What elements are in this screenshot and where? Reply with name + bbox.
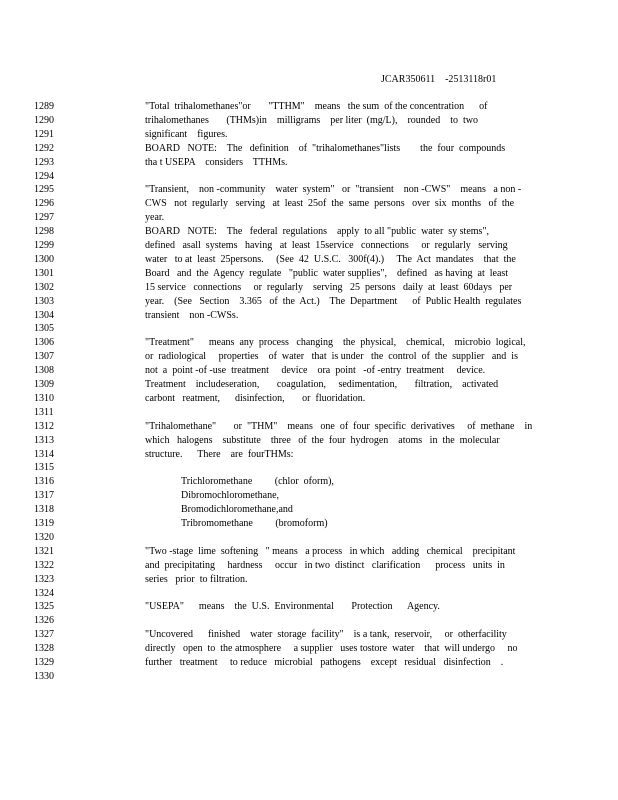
text-line	[0, 434, 618, 448]
text-line	[0, 378, 618, 392]
line-number: 1320	[34, 531, 54, 543]
line-text: "Uncovered finished water storage facility" is a tank, reservoir, or otherfacility	[145, 629, 507, 641]
text-line	[0, 170, 618, 184]
line-text: carbont reatment, disinfection, or fluoridation.	[145, 392, 366, 404]
text-line	[0, 295, 618, 309]
line-number: 1312	[34, 420, 54, 432]
line-number: 1330	[34, 670, 54, 682]
line-text: further treatment to reduce microbial pathogens except residual disinfection .	[145, 657, 504, 668]
line-number: 1310	[34, 392, 54, 404]
text-line	[0, 642, 618, 656]
line-number: 1329	[34, 657, 54, 668]
text-line	[0, 253, 618, 267]
text-line	[0, 406, 618, 420]
line-text: directly open to the atmosphere a supplier uses tostore water that will undergo no	[145, 643, 518, 655]
line-number: 1324	[34, 587, 54, 599]
line-number: 1321	[34, 545, 54, 557]
text-line	[0, 183, 618, 197]
line-number: 1306	[34, 337, 54, 349]
line-text: Board and the Agency regulate "public water supplies", defined as having at least	[145, 267, 509, 279]
line-number: 1318	[34, 504, 54, 516]
line-number: 1328	[34, 643, 54, 655]
line-text: water to at least 25persons. (See 42 U.S.C. 300f(4).) The Act mandates that the	[145, 253, 516, 265]
line-number: 1313	[34, 434, 54, 446]
text-line	[0, 128, 618, 142]
line-number: 1291	[34, 128, 54, 140]
line-text: "Treatment" means any process changing the physical, chemical, microbio logical,	[145, 337, 526, 349]
text-line	[0, 448, 618, 462]
line-number: 1289	[34, 101, 54, 112]
line-number: 1301	[34, 267, 54, 279]
line-text: series prior to filtration.	[145, 573, 248, 585]
text-line	[0, 211, 618, 225]
text-line	[0, 587, 618, 601]
line-text: "Total trihalomethanes"or "TTHM" means the sum of the concentration of	[145, 101, 488, 112]
line-text: BOARD NOTE: The definition of "trihalomethanes"lists the four compounds	[145, 142, 506, 154]
text-line	[0, 475, 618, 489]
text-line	[0, 489, 618, 503]
line-number: 1309	[34, 379, 54, 390]
text-line	[0, 322, 618, 336]
line-text: Dibromochloromethane,	[181, 490, 280, 502]
text-line	[0, 420, 618, 434]
text-line	[0, 656, 618, 670]
text-line	[0, 614, 618, 628]
line-number: 1305	[34, 323, 54, 335]
text-line	[0, 100, 618, 114]
line-number: 1319	[34, 518, 54, 529]
line-number: 1308	[34, 365, 54, 377]
line-text: significant figures.	[145, 128, 228, 140]
line-text: Tribromomethane (bromoform)	[181, 518, 328, 529]
line-number: 1325	[34, 601, 54, 613]
line-number: 1317	[34, 490, 54, 502]
text-line	[0, 670, 618, 684]
line-number: 1304	[34, 309, 54, 321]
line-number: 1299	[34, 240, 54, 251]
document-id-header: JCAR350611 -2513118r01	[381, 74, 497, 85]
text-line	[0, 545, 618, 559]
line-number: 1303	[34, 295, 54, 307]
text-line	[0, 392, 618, 406]
line-text: tha t USEPA considers TTHMs.	[145, 156, 288, 168]
text-line	[0, 559, 618, 573]
line-number: 1311	[34, 406, 54, 418]
line-number: 1327	[34, 629, 54, 641]
line-number: 1294	[34, 170, 54, 182]
text-line	[0, 239, 618, 253]
text-line	[0, 517, 618, 531]
text-line	[0, 531, 618, 545]
line-text: transient non -CWSs.	[145, 309, 239, 321]
text-line	[0, 600, 618, 614]
line-number: 1296	[34, 198, 54, 210]
line-text: Trichloromethane (chlor oform),	[181, 476, 334, 488]
line-number: 1298	[34, 226, 54, 238]
text-line	[0, 364, 618, 378]
text-line	[0, 281, 618, 295]
text-line	[0, 336, 618, 350]
line-number: 1292	[34, 142, 54, 154]
line-text: year.	[145, 212, 165, 224]
line-text: Bromodichloromethane,and	[181, 504, 293, 516]
text-line	[0, 114, 618, 128]
line-text: BOARD NOTE: The federal regulations apply to all "public water sy stems",	[145, 226, 490, 238]
line-number: 1322	[34, 559, 54, 571]
text-line	[0, 267, 618, 281]
line-text: "USEPA" means the U.S. Environmental Protection Agency.	[145, 601, 440, 613]
line-text: year. (See Section 3.365 of the Act.) The Department of Public Health regulates	[145, 295, 522, 307]
text-line	[0, 503, 618, 517]
text-line	[0, 628, 618, 642]
text-line	[0, 573, 618, 587]
line-number: 1297	[34, 212, 54, 224]
line-text: or radiological properties of water that is under the control of the supplier and is	[145, 351, 518, 363]
text-line	[0, 142, 618, 156]
line-number: 1293	[34, 156, 54, 168]
text-line	[0, 461, 618, 475]
line-text: "Two -stage lime softening " means a process in which adding chemical precipitant	[145, 545, 516, 557]
line-number: 1290	[34, 114, 54, 126]
line-text: Treatment includeseration, coagulation, sedimentation, filtration, activated	[145, 379, 499, 390]
line-text: CWS not regularly serving at least 25of the same persons over six months of the	[145, 198, 515, 210]
line-text: which halogens substitute three of the four hydrogen atoms in the molecular	[145, 434, 500, 446]
line-text: structure. There are fourTHMs:	[145, 448, 294, 460]
line-text: and precipitating hardness occur in two distinct clarification process units in	[145, 559, 505, 571]
text-line	[0, 309, 618, 323]
line-text: defined asall systems having at least 15service connections or regularly serving	[145, 240, 508, 251]
line-number: 1316	[34, 476, 54, 488]
line-number: 1323	[34, 573, 54, 585]
line-text: not a point -of -use treatment device ora point -of -entry treatment device.	[145, 365, 486, 377]
line-text: "Trihalomethane" or "THM" means one of four specific derivatives of methane in	[145, 420, 533, 432]
line-text: trihalomethanes (THMs)in milligrams per liter (mg/L), rounded to two	[145, 114, 478, 126]
text-line	[0, 197, 618, 211]
line-number: 1295	[34, 184, 54, 196]
line-number: 1300	[34, 253, 54, 265]
line-number: 1314	[34, 448, 54, 460]
text-line	[0, 225, 618, 239]
line-number: 1326	[34, 615, 54, 627]
line-number: 1302	[34, 281, 54, 293]
line-number: 1307	[34, 351, 54, 363]
line-text: 15 service connections or regularly serving 25 persons daily at least 60days per	[145, 281, 513, 293]
text-line	[0, 350, 618, 364]
line-text: "Transient, non -community water system" or "transient non -CWS" means a non -	[145, 184, 522, 196]
text-line	[0, 156, 618, 170]
line-number: 1315	[34, 462, 54, 474]
